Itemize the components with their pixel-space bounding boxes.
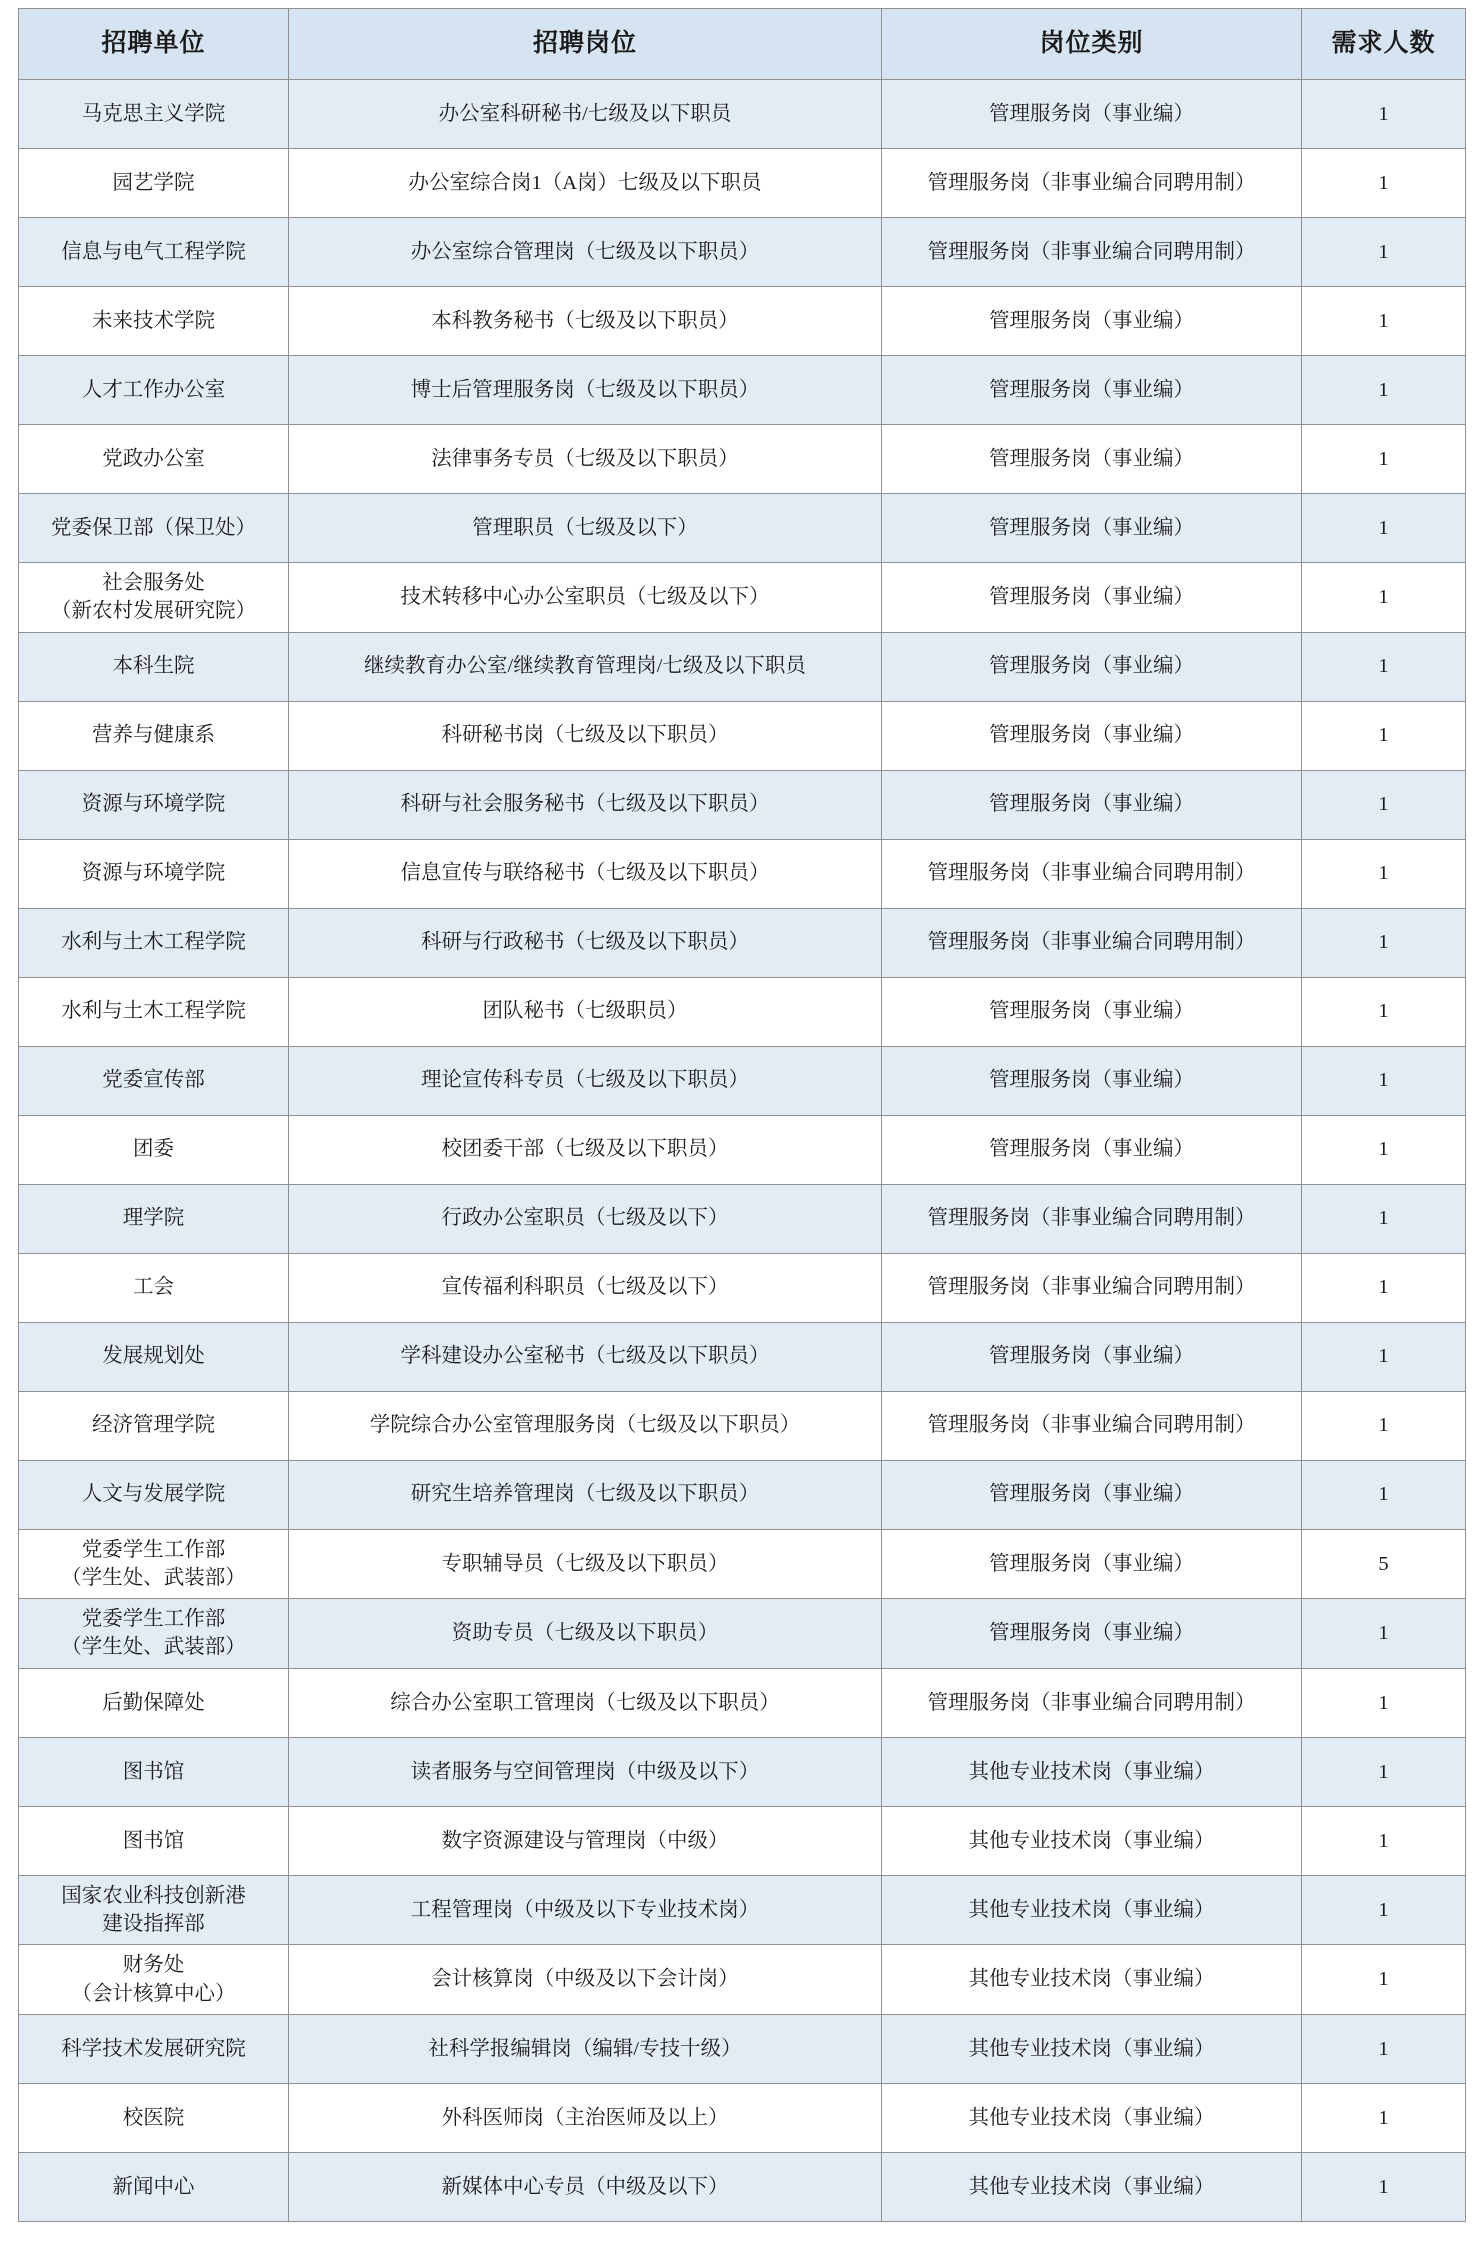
cell-category: 其他专业技术岗（事业编） xyxy=(882,1875,1302,1945)
cell-post: 博士后管理服务岗（七级及以下职员） xyxy=(289,356,882,425)
cell-post: 科研秘书岗（七级及以下职员） xyxy=(289,701,882,770)
cell-unit: 未来技术学院 xyxy=(19,287,289,356)
cell-count: 1 xyxy=(1302,2083,1466,2152)
cell-category: 管理服务岗（事业编） xyxy=(882,701,1302,770)
column-header-category: 岗位类别 xyxy=(882,9,1302,80)
cell-count: 1 xyxy=(1302,1322,1466,1391)
cell-post: 资助专员（七级及以下职员） xyxy=(289,1599,882,1669)
cell-unit: 营养与健康系 xyxy=(19,701,289,770)
cell-category: 管理服务岗（事业编） xyxy=(882,977,1302,1046)
table-row xyxy=(19,80,1466,149)
cell-category: 管理服务岗（非事业编合同聘用制） xyxy=(882,908,1302,977)
cell-category: 其他专业技术岗（事业编） xyxy=(882,1945,1302,2015)
cell-post: 专职辅导员（七级及以下职员） xyxy=(289,1529,882,1599)
cell-count: 1 xyxy=(1302,149,1466,218)
cell-category: 管理服务岗（事业编） xyxy=(882,356,1302,425)
table-row xyxy=(19,1184,1466,1253)
cell-category: 管理服务岗（事业编） xyxy=(882,425,1302,494)
cell-unit: 园艺学院 xyxy=(19,149,289,218)
table-row xyxy=(19,908,1466,977)
cell-post: 工程管理岗（中级及以下专业技术岗） xyxy=(289,1875,882,1945)
table-row xyxy=(19,1875,1466,1945)
cell-post: 会计核算岗（中级及以下会计岗） xyxy=(289,1945,882,2015)
cell-post: 继续教育办公室/继续教育管理岗/七级及以下职员 xyxy=(289,632,882,701)
cell-post: 社科学报编辑岗（编辑/专技十级） xyxy=(289,2014,882,2083)
cell-count: 1 xyxy=(1302,632,1466,701)
cell-post: 管理职员（七级及以下） xyxy=(289,494,882,563)
cell-count: 1 xyxy=(1302,1391,1466,1460)
table-row xyxy=(19,149,1466,218)
cell-count: 1 xyxy=(1302,1945,1466,2015)
cell-post: 宣传福利科职员（七级及以下） xyxy=(289,1253,882,1322)
cell-count: 1 xyxy=(1302,770,1466,839)
cell-count: 1 xyxy=(1302,839,1466,908)
cell-count: 1 xyxy=(1302,1460,1466,1529)
column-header-count: 需求人数 xyxy=(1302,9,1466,80)
cell-category: 其他专业技术岗（事业编） xyxy=(882,1806,1302,1875)
cell-category: 管理服务岗（非事业编合同聘用制） xyxy=(882,1391,1302,1460)
cell-post: 技术转移中心办公室职员（七级及以下） xyxy=(289,563,882,633)
cell-count: 1 xyxy=(1302,563,1466,633)
cell-count: 1 xyxy=(1302,1668,1466,1737)
cell-post: 理论宣传科专员（七级及以下职员） xyxy=(289,1046,882,1115)
cell-category: 管理服务岗（非事业编合同聘用制） xyxy=(882,149,1302,218)
cell-category: 管理服务岗（事业编） xyxy=(882,1046,1302,1115)
cell-unit: 人文与发展学院 xyxy=(19,1460,289,1529)
cell-category: 管理服务岗（事业编） xyxy=(882,1115,1302,1184)
cell-unit: 工会 xyxy=(19,1253,289,1322)
table-row xyxy=(19,494,1466,563)
cell-unit: 信息与电气工程学院 xyxy=(19,218,289,287)
cell-post: 办公室综合管理岗（七级及以下职员） xyxy=(289,218,882,287)
recruitment-table xyxy=(18,8,1466,2222)
cell-post: 团队秘书（七级职员） xyxy=(289,977,882,1046)
cell-unit: 党委学生工作部 （学生处、武装部） xyxy=(19,1529,289,1599)
cell-category: 管理服务岗（事业编） xyxy=(882,563,1302,633)
table-row xyxy=(19,356,1466,425)
cell-unit: 国家农业科技创新港 建设指挥部 xyxy=(19,1875,289,1945)
table-row xyxy=(19,1460,1466,1529)
header-row xyxy=(19,9,1466,80)
cell-unit: 资源与环境学院 xyxy=(19,839,289,908)
cell-post: 新媒体中心专员（中级及以下） xyxy=(289,2152,882,2221)
cell-post: 办公室科研秘书/七级及以下职员 xyxy=(289,80,882,149)
cell-category: 其他专业技术岗（事业编） xyxy=(882,2014,1302,2083)
cell-unit: 人才工作办公室 xyxy=(19,356,289,425)
cell-count: 1 xyxy=(1302,701,1466,770)
cell-count: 1 xyxy=(1302,494,1466,563)
table-row xyxy=(19,1945,1466,2015)
table-row xyxy=(19,287,1466,356)
cell-unit: 党委宣传部 xyxy=(19,1046,289,1115)
cell-count: 1 xyxy=(1302,2152,1466,2221)
cell-unit: 团委 xyxy=(19,1115,289,1184)
cell-unit: 马克思主义学院 xyxy=(19,80,289,149)
cell-count: 5 xyxy=(1302,1529,1466,1599)
cell-unit: 社会服务处 （新农村发展研究院） xyxy=(19,563,289,633)
cell-count: 1 xyxy=(1302,356,1466,425)
cell-unit: 后勤保障处 xyxy=(19,1668,289,1737)
cell-count: 1 xyxy=(1302,80,1466,149)
cell-unit: 图书馆 xyxy=(19,1806,289,1875)
table-row xyxy=(19,770,1466,839)
cell-unit: 科学技术发展研究院 xyxy=(19,2014,289,2083)
table-row xyxy=(19,1806,1466,1875)
cell-unit: 理学院 xyxy=(19,1184,289,1253)
table-body xyxy=(19,80,1466,2222)
cell-category: 其他专业技术岗（事业编） xyxy=(882,2152,1302,2221)
table-row xyxy=(19,1529,1466,1599)
cell-unit: 财务处 （会计核算中心） xyxy=(19,1945,289,2015)
cell-count: 1 xyxy=(1302,1046,1466,1115)
cell-count: 1 xyxy=(1302,1875,1466,1945)
table-row xyxy=(19,632,1466,701)
table-row xyxy=(19,425,1466,494)
cell-post: 法律事务专员（七级及以下职员） xyxy=(289,425,882,494)
cell-count: 1 xyxy=(1302,908,1466,977)
table-header xyxy=(19,9,1466,80)
cell-category: 管理服务岗（事业编） xyxy=(882,80,1302,149)
cell-post: 研究生培养管理岗（七级及以下职员） xyxy=(289,1460,882,1529)
cell-post: 科研与行政秘书（七级及以下职员） xyxy=(289,908,882,977)
table-row xyxy=(19,701,1466,770)
cell-count: 1 xyxy=(1302,1806,1466,1875)
cell-category: 其他专业技术岗（事业编） xyxy=(882,1737,1302,1806)
cell-unit: 校医院 xyxy=(19,2083,289,2152)
cell-unit: 资源与环境学院 xyxy=(19,770,289,839)
table-row xyxy=(19,977,1466,1046)
table-row xyxy=(19,1668,1466,1737)
cell-unit: 经济管理学院 xyxy=(19,1391,289,1460)
cell-post: 办公室综合岗1（A岗）七级及以下职员 xyxy=(289,149,882,218)
cell-unit: 水利与土木工程学院 xyxy=(19,908,289,977)
table-row xyxy=(19,1737,1466,1806)
table-row xyxy=(19,1391,1466,1460)
cell-category: 管理服务岗（事业编） xyxy=(882,1322,1302,1391)
cell-category: 管理服务岗（非事业编合同聘用制） xyxy=(882,839,1302,908)
cell-count: 1 xyxy=(1302,218,1466,287)
cell-post: 外科医师岗（主治医师及以上） xyxy=(289,2083,882,2152)
cell-count: 1 xyxy=(1302,977,1466,1046)
cell-post: 学科建设办公室秘书（七级及以下职员） xyxy=(289,1322,882,1391)
cell-count: 1 xyxy=(1302,1599,1466,1669)
cell-unit: 发展规划处 xyxy=(19,1322,289,1391)
cell-category: 其他专业技术岗（事业编） xyxy=(882,2083,1302,2152)
column-header-post: 招聘岗位 xyxy=(289,9,882,80)
cell-count: 1 xyxy=(1302,1115,1466,1184)
column-header-unit: 招聘单位 xyxy=(19,9,289,80)
table-row xyxy=(19,1599,1466,1669)
cell-post: 数字资源建设与管理岗（中级） xyxy=(289,1806,882,1875)
cell-category: 管理服务岗（非事业编合同聘用制） xyxy=(882,1184,1302,1253)
table-row xyxy=(19,1115,1466,1184)
cell-category: 管理服务岗（非事业编合同聘用制） xyxy=(882,1253,1302,1322)
cell-post: 综合办公室职工管理岗（七级及以下职员） xyxy=(289,1668,882,1737)
table-row xyxy=(19,218,1466,287)
cell-post: 校团委干部（七级及以下职员） xyxy=(289,1115,882,1184)
table-row xyxy=(19,2083,1466,2152)
cell-unit: 图书馆 xyxy=(19,1737,289,1806)
cell-unit: 水利与土木工程学院 xyxy=(19,977,289,1046)
table-row xyxy=(19,2014,1466,2083)
cell-unit: 党委保卫部（保卫处） xyxy=(19,494,289,563)
table-row xyxy=(19,1046,1466,1115)
table-row xyxy=(19,563,1466,633)
cell-category: 管理服务岗（事业编） xyxy=(882,1529,1302,1599)
cell-category: 管理服务岗（非事业编合同聘用制） xyxy=(882,1668,1302,1737)
cell-post: 科研与社会服务秘书（七级及以下职员） xyxy=(289,770,882,839)
table-row xyxy=(19,1253,1466,1322)
cell-category: 管理服务岗（事业编） xyxy=(882,770,1302,839)
cell-post: 本科教务秘书（七级及以下职员） xyxy=(289,287,882,356)
table-row xyxy=(19,839,1466,908)
cell-post: 行政办公室职员（七级及以下） xyxy=(289,1184,882,1253)
cell-category: 管理服务岗（非事业编合同聘用制） xyxy=(882,218,1302,287)
cell-count: 1 xyxy=(1302,287,1466,356)
cell-unit: 党政办公室 xyxy=(19,425,289,494)
cell-category: 管理服务岗（事业编） xyxy=(882,287,1302,356)
table-row xyxy=(19,1322,1466,1391)
cell-count: 1 xyxy=(1302,1184,1466,1253)
cell-category: 管理服务岗（事业编） xyxy=(882,1599,1302,1669)
cell-count: 1 xyxy=(1302,425,1466,494)
cell-category: 管理服务岗（事业编） xyxy=(882,632,1302,701)
cell-count: 1 xyxy=(1302,1253,1466,1322)
cell-count: 1 xyxy=(1302,2014,1466,2083)
cell-post: 学院综合办公室管理服务岗（七级及以下职员） xyxy=(289,1391,882,1460)
cell-category: 管理服务岗（事业编） xyxy=(882,494,1302,563)
cell-unit: 党委学生工作部 （学生处、武装部） xyxy=(19,1599,289,1669)
table-row xyxy=(19,2152,1466,2221)
cell-category: 管理服务岗（事业编） xyxy=(882,1460,1302,1529)
cell-count: 1 xyxy=(1302,1737,1466,1806)
cell-post: 读者服务与空间管理岗（中级及以下） xyxy=(289,1737,882,1806)
cell-post: 信息宣传与联络秘书（七级及以下职员） xyxy=(289,839,882,908)
cell-unit: 新闻中心 xyxy=(19,2152,289,2221)
cell-unit: 本科生院 xyxy=(19,632,289,701)
